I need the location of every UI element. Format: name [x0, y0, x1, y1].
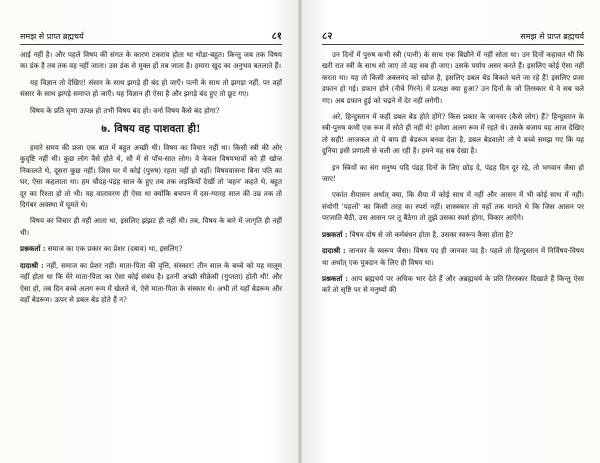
left-page	[20, 0, 282, 463]
right-page	[322, 0, 584, 463]
paragraph: विषय के प्रति घृणा उत्पन्न हो तभी विषय बंद हो। वर्ना विषय कैसे बंद होगा?	[30, 105, 220, 115]
speaker-label: प्रश्नकर्ता :	[322, 229, 348, 239]
dialogue-answer	[20, 260, 282, 306]
speaker-label: दादाश्री :	[322, 246, 346, 256]
left-page-header	[20, 0, 282, 45]
running-title: समझ से प्राप्त ब्रह्मचर्य	[520, 32, 584, 41]
paragraph: उन दिनों में पुरुष कभी स्त्री (पत्नी) के साथ एक बिछौने में नहीं सोता था। उन दिनों कहावत थी कि खरी रात स्त्री के साथ सो जाए तो वह सब ही जाए। उसके पर्याय असर करते हैं। इसलिए कोई ऐसा नहीं करता था। यह तो किसी अक्लमंद को खोज है, इसलिए डबल बेड बिकते चले जा रहे हैं! इसलिए प्रजा डफान हो गई। डफान होने (नीचे गिरने) में प्रत्यक्ष क्या हुआ? उन दिनों के जो तिरस्कार थे वे सब चले गए। अब डफान हुई को चढ़ने में देर नहीं लगेगी।	[322, 50, 584, 105]
book-gutter	[298, 0, 302, 463]
paragraph: अरे, हिन्दुस्तान में कहीं डबल बेड होते होंगे? किस प्रकार के जानवर (कैसे लोग) हैं? हिन्दुस्तान के स्त्री-पुरुष कभी एक रूम में सोते ही नहीं थे! हमेशा अलग रूम में रहते थे। उसके बजाय यह आज देखिए तो सही! आजकल तो ये बाप ही बेडरूम बनवा देता है, डबल बेडवाले! तो ये बच्चे समझ गए कि यह दुनिया इसी प्रणाली से चली आ रही है। हमने यह सब देखा है।	[322, 112, 584, 156]
running-title: समझ से प्राप्त ब्रह्मचर्य	[20, 32, 84, 41]
right-page-header	[322, 0, 584, 45]
paragraph: विषय का विचार ही नहीं आता था, इसलिए झंझट ही नहीं थी। तब, विषय के बारे में जागृति ही नहीं थी।	[20, 216, 282, 237]
dialogue-question	[20, 243, 282, 254]
dialogue-text: समाज का एक प्रकार का प्रेशर (दबाव) था, इसलिए?	[47, 244, 183, 254]
page-number: ८१	[271, 31, 282, 42]
paragraph: यह विज्ञान तो देखिए! संसार के साथ झगड़े ही बंद हो जाएँ। पत्नी के साथ तो झगड़ा नहीं, पर वहाँ संसार के साथ झगड़े समाप्त हो जाएँ। यह विज्ञान ही ऐसा है और झगड़े बंद हुए तो छूट गए।	[20, 77, 282, 99]
chapter-heading: ७. विषय वह पाशवता ही!	[101, 123, 201, 136]
dialogue-text: जानवर के स्वरूप जैसा। विषय पद ही जानवर पद है। पहले तो हिन्दुस्तान में निर्विषय-विषय था अर्थात् एक पुत्रदान के लिए ही विषय था।	[322, 246, 584, 267]
dialogue-question	[322, 229, 584, 240]
paragraph: आई नहीं है। और पहले विषय की संगत के कारण टकराव होता था थोड़ा-बहुत। किन्तु जब तक विषय का डंक है तब तक वह नहीं जाता। उस डंक से मुक्त हों तब जाता है। हमारा खुद का अनुभव बतलाते हैं।	[20, 50, 282, 71]
dialogue-text: विषय दोष से जो कर्मबंधन होता है, उसका स्वरूप कैसा होता है?	[349, 229, 514, 239]
speaker-label: दादाश्री :	[20, 260, 44, 270]
speaker-label: प्रश्नकर्ता :	[322, 273, 349, 283]
paragraph: इन स्त्रियों का संग मनुष्य यदि पंद्रह दिनों के लिए छोड़ दे, पंद्रह दिन दूर रहे, तो भगवान जैसा हो जाए!	[322, 162, 584, 184]
dialogue-question	[322, 273, 584, 296]
paragraph: एकांत शैयासन अर्थात् क्या, कि शैया में कोई साथ में नहीं और आसन में भी कोई साथ में नहीं। संयोगी 'पहलों' का किसी तरह का स्पर्श नहीं। शास्त्रकार तो यहाँ तक मानते थे कि जिस आसन पर परजाति बैठी, उस आसन पर तू बैठेगा तो तुझे उसका स्पर्श होगा, विकार आएँगे।	[322, 190, 584, 223]
paragraph: हमारे समय की प्रजा एक बात में बहुत अच्छी थी। विषय का विचार नहीं था। किसी स्त्री की ओर कुदृष्टि नहीं थी। कुछ लोग वैसे होते थे, सौ में से पाँच-सात लोग। वे केवल विषयभावों को ही खोज निकालते थे, दूसरा कुछ नहीं। जिस घर में कोई (पुरुष) रहता नहीं हो वहाँ। विषयवासना बिना पति का घर, ऐसा कहलाता था। हम चौदह-पंद्रह साल के हुए तब तक लड़कियाँ देखीं तो 'बहन' कहते थे, बहुत दूर का रिश्ता हो तो भी। यह वातावरण ही ऐसा था क्योंकि बचपन में दस-ग्यारह साल की उम्र तक तो दिगंबर अवस्था में घूमते थे।	[20, 143, 282, 210]
dialogue-text: आप ब्रह्मचर्य पर अधिक भार देते हैं और अब्रह्मचर्य के प्रति तिरस्कार दिखाते हैं किन्तु ऐसा करें तो सृष्टि पर से मनुष्यों की	[322, 273, 584, 295]
dialogue-text: नहीं, समाज का प्रेशर नहीं। माता-पिता की वृत्ति, संस्कार! तीन साल के बच्चे को यह मालूम नहीं होता था कि मेरे माता-पिता का ऐसा कोई संबंध है। इतनी अच्छी सीक्रेसी (गुप्तता) होती थी! और ऐसा हो, तब दिन बच्चे अलग रूम में खेलते थे, ऐसे माता-पिता के संस्कार थे। अभी तो यहाँ बेडरूम और वहाँ बेडरूम। ऊपर से डबल बेड होते हैं न?	[20, 260, 282, 304]
page-number: ८२	[322, 31, 333, 42]
dialogue-answer	[322, 245, 584, 268]
speaker-label: प्रश्नकर्ता :	[20, 244, 46, 254]
